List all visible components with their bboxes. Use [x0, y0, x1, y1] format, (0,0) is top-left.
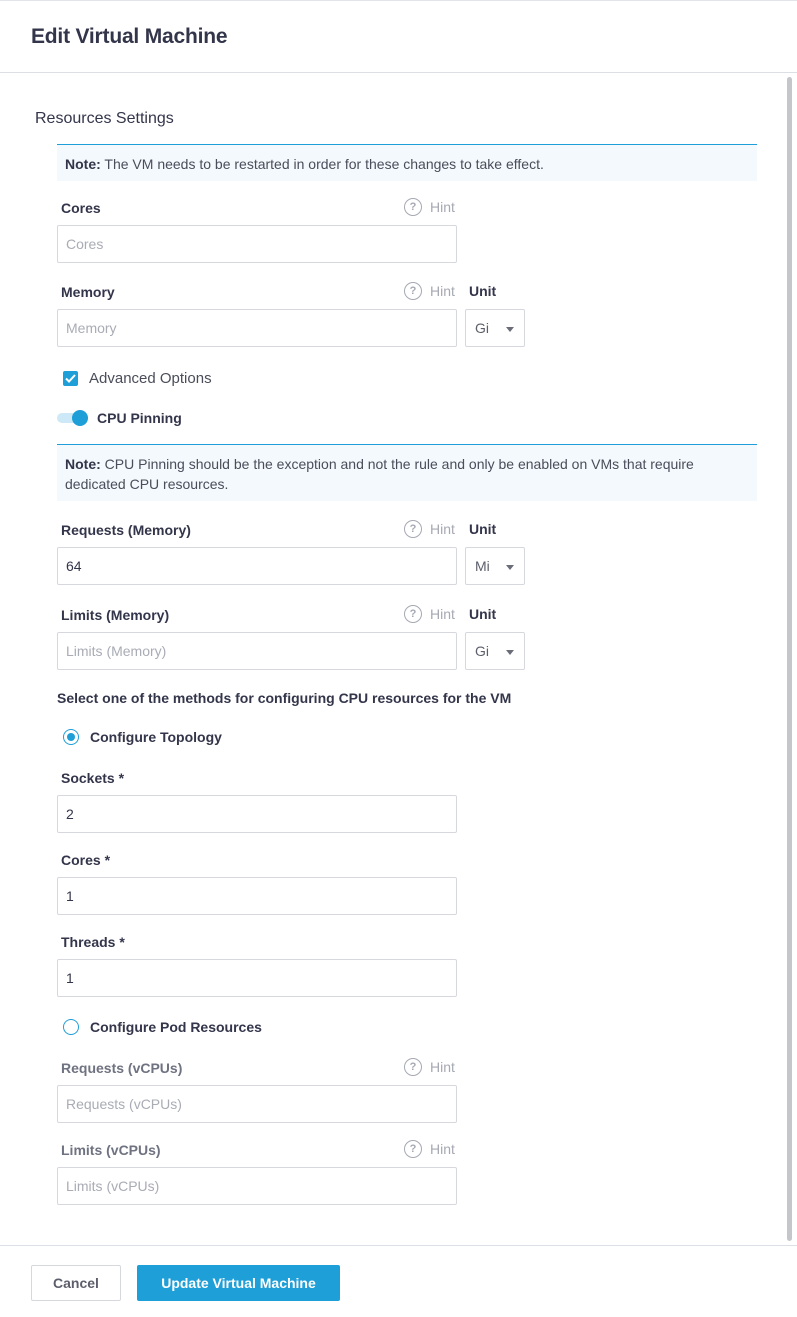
memory-unit-label: Unit: [469, 283, 497, 299]
memory-unit-select[interactable]: [465, 309, 525, 347]
memory-hint[interactable]: [404, 282, 455, 300]
configure-topology-label: Configure Topology: [90, 729, 222, 745]
requests-memory-unit-value: Mi: [475, 558, 490, 574]
update-virtual-machine-button[interactable]: Update Virtual Machine: [137, 1265, 340, 1301]
help-icon: ?: [404, 1140, 422, 1158]
requests-memory-unit-label: Unit: [469, 521, 497, 537]
limits-memory-unit-label: Unit: [469, 606, 497, 622]
chevron-down-icon: [506, 650, 514, 655]
limits-memory-hint[interactable]: [404, 605, 455, 623]
hint-label: Hint: [430, 606, 455, 622]
advanced-options-checkbox[interactable]: [63, 370, 212, 387]
help-icon: ?: [404, 605, 422, 623]
memory-input[interactable]: [57, 309, 457, 347]
configure-pod-resources-label: Configure Pod Resources: [90, 1019, 262, 1035]
hint-label: Hint: [430, 283, 455, 299]
limits-vcpus-label: Limits (vCPUs): [61, 1142, 161, 1158]
radio-selected-icon[interactable]: [63, 729, 79, 745]
dialog-header: [0, 1, 797, 73]
cores-hint[interactable]: [404, 198, 455, 216]
requests-vcpus-label: Requests (vCPUs): [61, 1060, 183, 1076]
configure-topology-radio[interactable]: [63, 729, 222, 745]
hint-label: Hint: [430, 521, 455, 537]
requests-vcpus-hint[interactable]: [404, 1058, 455, 1076]
dialog-footer: [0, 1245, 797, 1317]
cpu-method-prompt: Select one of the methods for configuring CPU resources for the VM: [57, 690, 512, 706]
topology-cores-input[interactable]: [57, 877, 457, 915]
scrollbar[interactable]: [788, 74, 795, 1245]
sockets-input[interactable]: [57, 795, 457, 833]
limits-memory-unit-select[interactable]: [465, 632, 525, 670]
cores-input[interactable]: [57, 225, 457, 263]
dialog-body: [0, 74, 797, 1245]
cores-label: Cores: [61, 200, 101, 216]
help-icon: ?: [404, 1058, 422, 1076]
hint-label: Hint: [430, 1141, 455, 1157]
note-prefix: Note:: [65, 456, 101, 472]
limits-memory-label: Limits (Memory): [61, 607, 170, 623]
note-text: The VM needs to be restarted in order for these changes to take effect.: [100, 156, 544, 172]
sockets-label: Sockets *: [61, 770, 125, 786]
chevron-down-icon: [506, 327, 514, 332]
threads-input[interactable]: [57, 959, 457, 997]
topology-cores-label: Cores *: [61, 852, 111, 868]
checkbox-checked-icon[interactable]: [63, 371, 78, 386]
help-icon: ?: [404, 282, 422, 300]
restart-note: [57, 144, 757, 181]
help-icon: ?: [404, 520, 422, 538]
note-prefix: Note:: [65, 156, 101, 172]
limits-vcpus-hint[interactable]: [404, 1140, 455, 1158]
toggle-knob: [72, 410, 88, 426]
chevron-down-icon: [506, 565, 514, 570]
cpu-pinning-toggle[interactable]: [57, 410, 89, 426]
limits-memory-unit-value: Gi: [475, 643, 489, 659]
note-text: CPU Pinning should be the exception and not the rule and only be enabled on VMs that require dedicated CPU resources.: [65, 456, 694, 492]
cancel-button[interactable]: Cancel: [31, 1265, 121, 1301]
requests-memory-input[interactable]: [57, 547, 457, 585]
requests-memory-hint[interactable]: [404, 520, 455, 538]
cpu-pinning-note: [57, 444, 757, 501]
threads-label: Threads *: [61, 934, 125, 950]
requests-vcpus-input[interactable]: [57, 1085, 457, 1123]
configure-pod-resources-radio[interactable]: [63, 1019, 262, 1035]
section-title: Resources Settings: [35, 110, 174, 127]
cpu-pinning-label: CPU Pinning: [97, 410, 182, 426]
requests-memory-label: Requests (Memory): [61, 522, 191, 538]
memory-label: Memory: [61, 284, 115, 300]
cpu-pinning-toggle-row: [57, 410, 182, 426]
requests-memory-unit-select[interactable]: [465, 547, 525, 585]
help-icon: ?: [404, 198, 422, 216]
memory-unit-value: Gi: [475, 320, 489, 336]
radio-unselected-icon[interactable]: [63, 1019, 79, 1035]
hint-label: Hint: [430, 1059, 455, 1075]
limits-vcpus-input[interactable]: [57, 1167, 457, 1205]
hint-label: Hint: [430, 199, 455, 215]
advanced-options-label: Advanced Options: [89, 370, 212, 387]
scrollbar-thumb[interactable]: [787, 77, 792, 1241]
limits-memory-input[interactable]: [57, 632, 457, 670]
dialog-title: Edit Virtual Machine: [31, 24, 228, 48]
